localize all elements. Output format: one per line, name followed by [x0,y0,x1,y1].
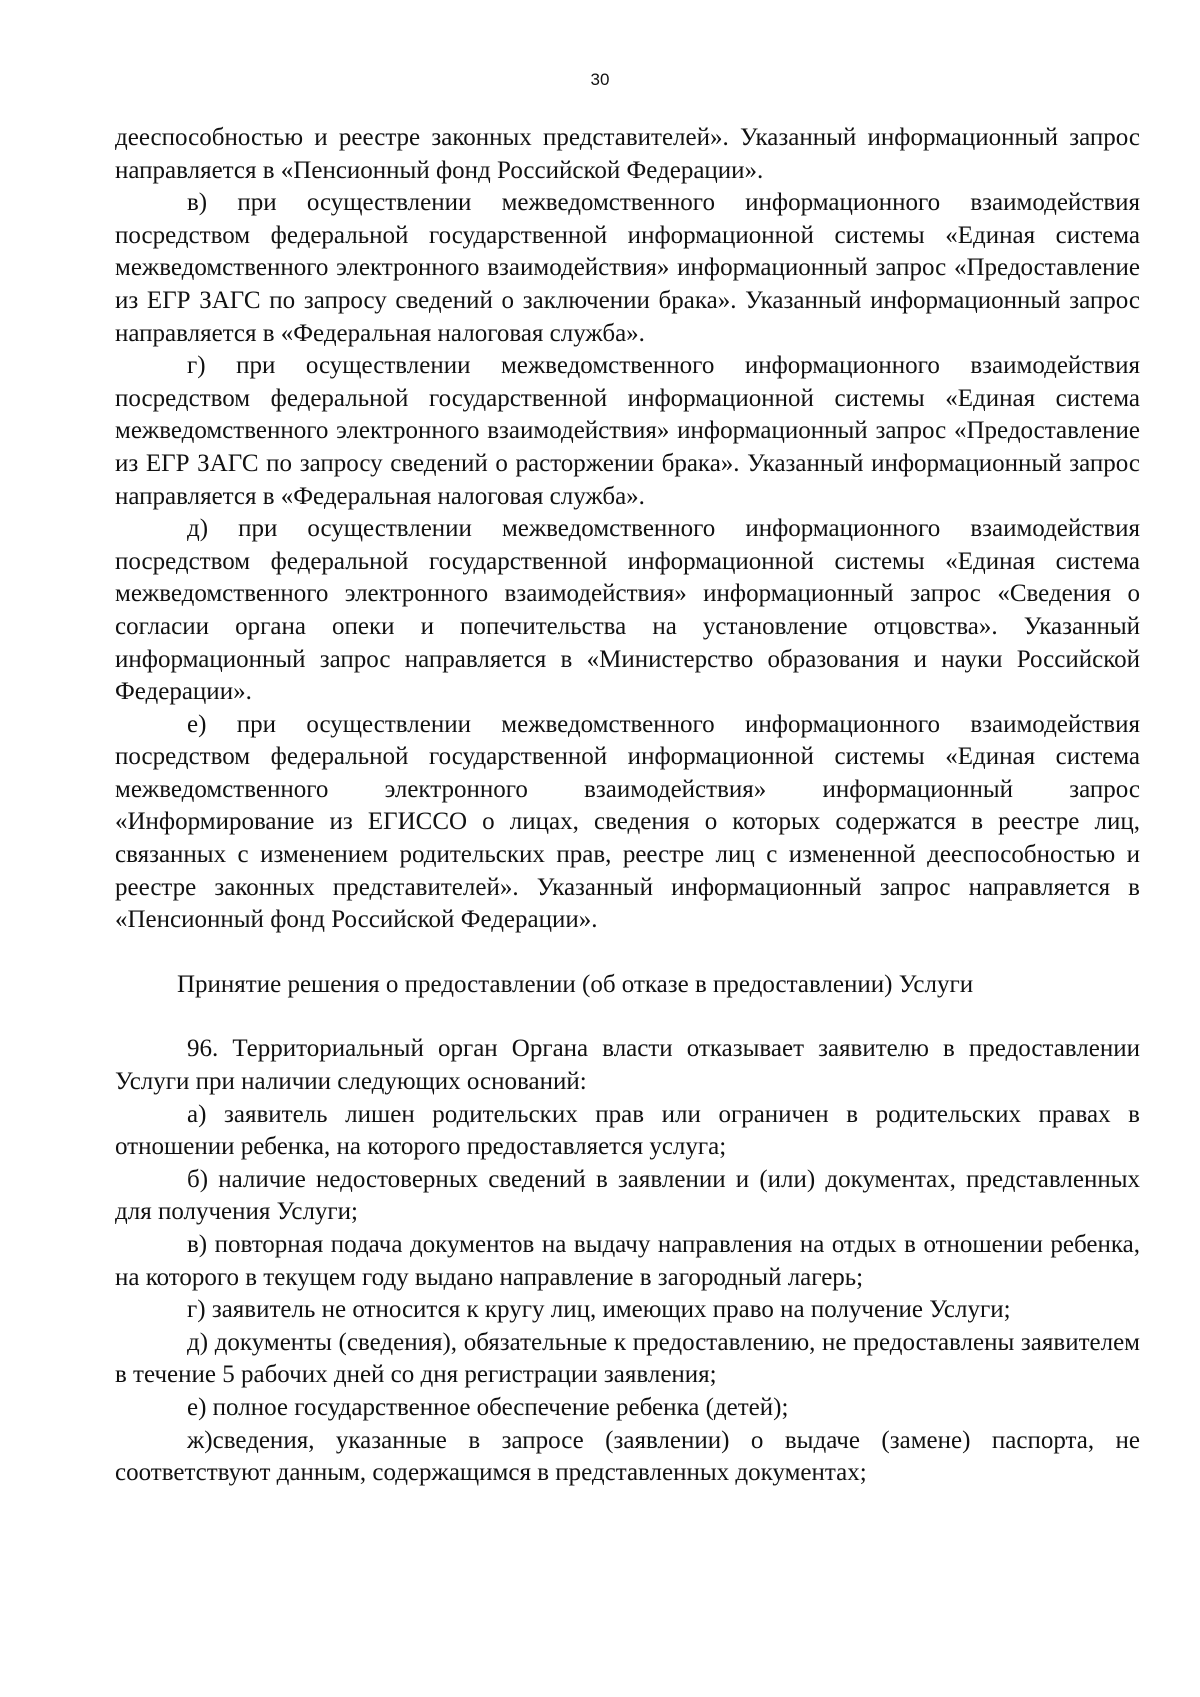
paragraph-96: 96. Территориальный орган Органа власти отказывает заявителю в предоставлении Услуги при наличии следующих оснований: [115,1035,1140,1096]
paragraph-continuation: дееспособностью и реестре законных представителей». Указанный информационный запрос направляется в «Пенсионный фонд Российской Федерации». [115,124,1140,184]
paragraph-item-e: е) при осуществлении межведомственного информационного взаимодействия посредством федеральной государственной информационной системы «Единая система межведомственного электронного взаимодействия» информационный запрос «Информирование из ЕГИССО о лицах, сведения о которых содержатся в реестре лиц, связанных с изменением родительских прав, реестре лиц с измененной дееспособностью и реестре законных представителей». Указанный информационный запрос направляется в «Пенсионный фонд Российской Федерации». [115,710,1140,934]
page-number: 30 [590,70,610,89]
section-heading: Принятие решения о предоставлении (об отказе в предоставлении) Услуги [177,970,974,998]
paragraph-item-g: г) при осуществлении межведомственного информационного взаимодействия посредством федеральной государственной информационной системы «Единая система межведомственного электронного взаимодействия» информационный запрос «Предоставление из ЕГР ЗАГС по запросу сведений о расторжении брака». Указанный информационный запрос направляется в «Федеральная налоговая служба». [115,352,1140,510]
document-body [115,122,1140,1490]
ground-g: г) заявитель не относится к кругу лиц, имеющих право на получение Услуги; [187,1296,1011,1324]
paragraph-item-d: д) при осуществлении межведомственного информационного взаимодействия посредством федеральной государственной информационной системы «Единая система межведомственного электронного взаимодействия» информационный запрос «Сведения о согласии органа опеки и попечительства на установление отцовства». Указанный информационный запрос направляется в «Министерство образования и науки Российской Федерации». [115,515,1140,706]
ground-v: в) повторная подача документов на выдачу направления на отдых в отношении ребенка, на которого в текущем году выдано направление в загородный лагерь; [115,1231,1140,1291]
paragraph-item-v: в) при осуществлении межведомственного информационного взаимодействия посредством федеральной государственной информационной системы «Единая система межведомственного электронного взаимодействия» информационный запрос «Предоставление из ЕГР ЗАГС по запросу сведений о заключении брака». Указанный информационный запрос направляется в «Федеральная налоговая служба». [115,189,1140,347]
ground-a: а) заявитель лишен родительских прав или ограничен в родительских правах в отношении ребенка, на которого предоставляется услуга; [115,1100,1140,1161]
ground-e: е) полное государственное обеспечение ребенка (детей); [187,1393,789,1421]
ground-zh: ж)сведения, указанные в запросе (заявлении) о выдаче (замене) паспорта, не соответствуют данным, содержащимся в представленных документах; [115,1426,1140,1487]
ground-d: д) документы (сведения), обязательные к предоставлению, не предоставлены заявителем в течение 5 рабочих дней со дня регистрации заявления; [115,1328,1140,1389]
ground-b: б) наличие недостоверных сведений в заявлении и (или) документах, представленных для получения Услуги; [115,1165,1140,1226]
